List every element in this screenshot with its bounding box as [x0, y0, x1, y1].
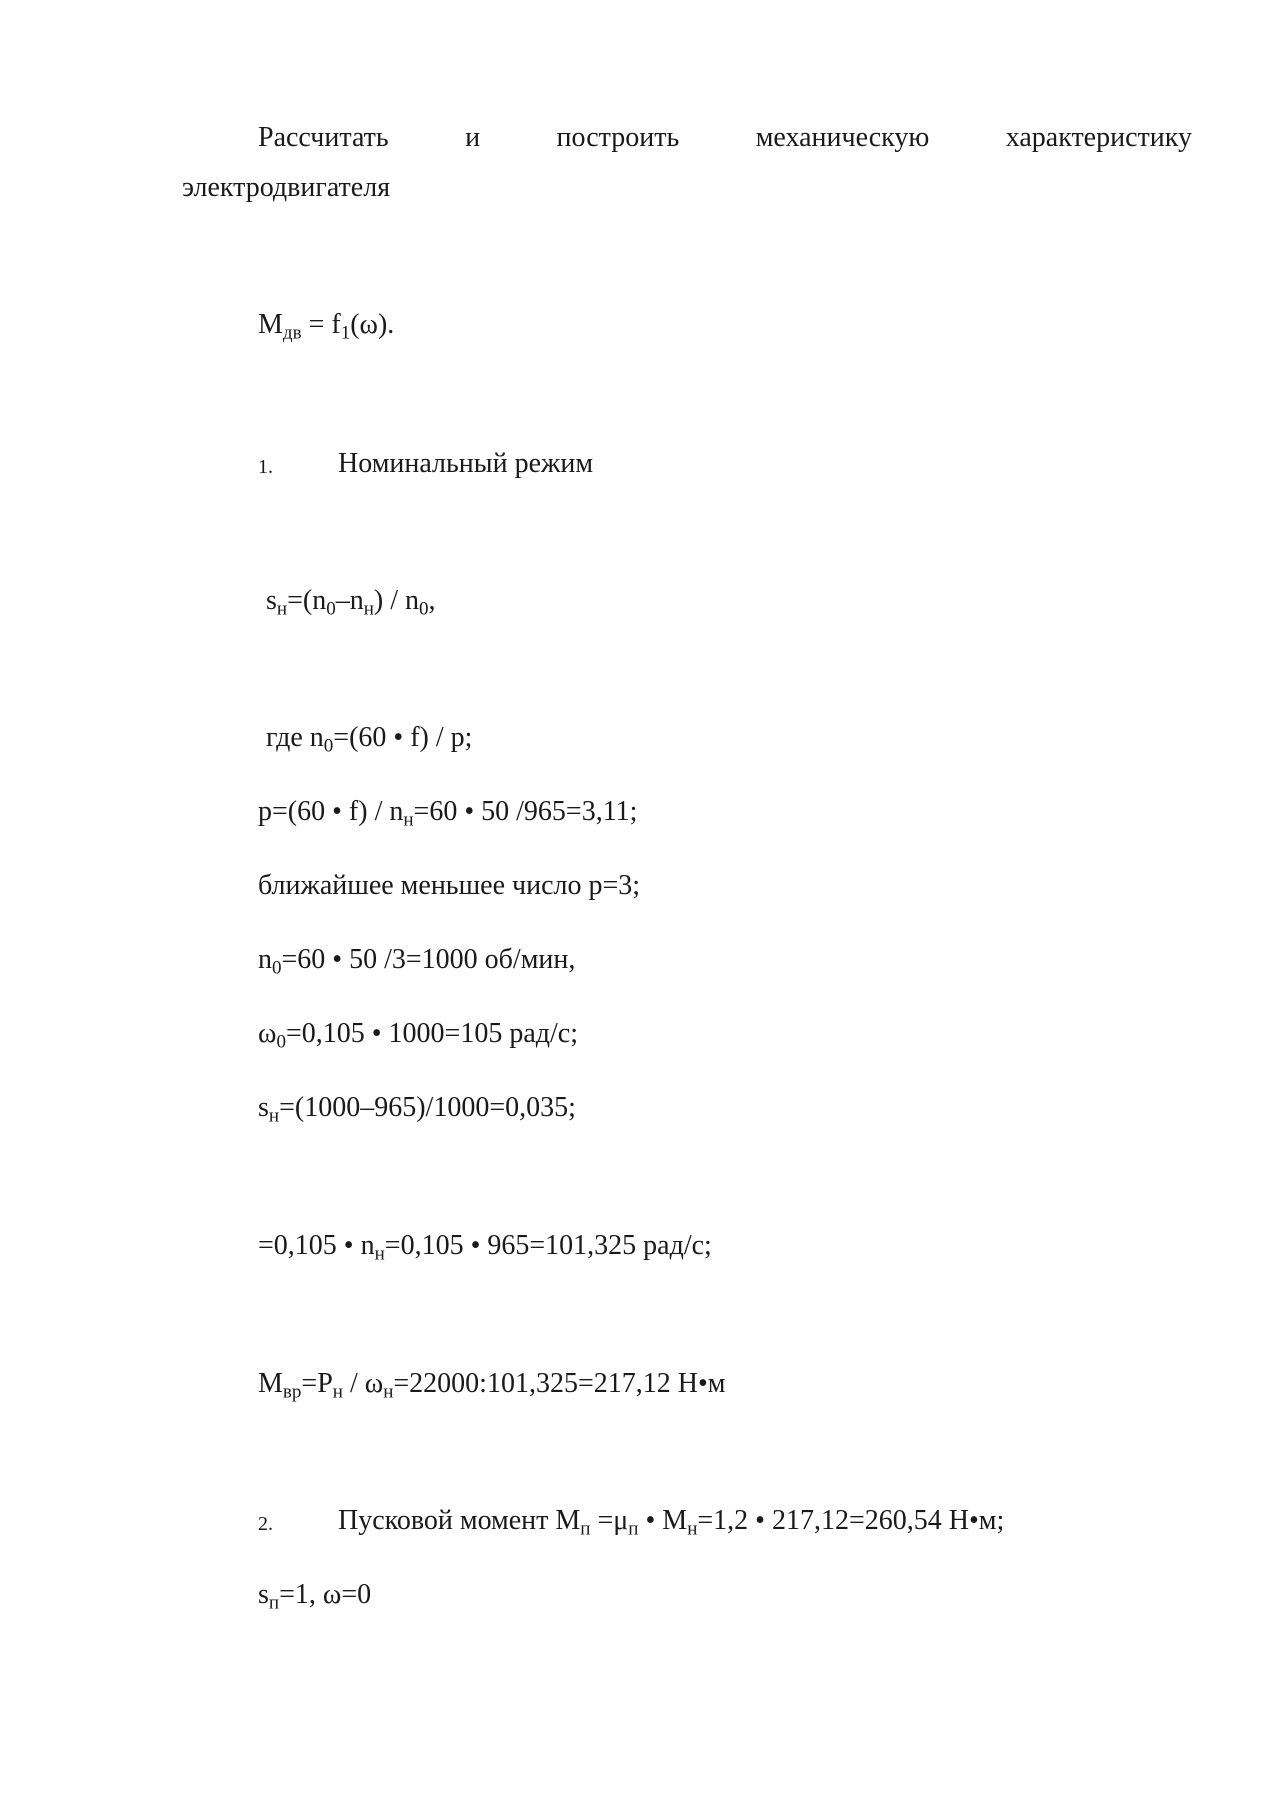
intro-word: и [465, 122, 481, 153]
intro-word: Рассчитать [258, 122, 389, 153]
section2-number: 2. [258, 1513, 273, 1535]
slip-formula: $s_н=(n_0-n_н) / n_0$, [266, 585, 436, 620]
intro-continuation: электродвигателя [182, 172, 391, 203]
where-n0: где $n_0=(60$ • f) / p; [266, 722, 473, 757]
formula-main: $M_{дв} = f_1(\omega)$. [258, 309, 395, 344]
nearest-p: ближайшее меньшее число p=3; [258, 870, 641, 901]
p-calc: p=(60 • $f) / n_н=60$ • 50 /965=3,11; [258, 796, 638, 831]
intro-word: построить [556, 122, 680, 153]
omega-n-calc: =0,105 • $n_н=0,105$ • 965=101,325 рад/с; [258, 1230, 712, 1265]
start-condition: $s_п=1$, ω=0 [258, 1579, 372, 1614]
intro-line [258, 124, 1192, 152]
section1-title: Номинальный режим [338, 448, 594, 479]
section2-formula: Пусковой момент $M_п =\mu_п$ • $M_н=1,2$ • 217,12=260,54 Н•м; [338, 1505, 1005, 1540]
n0-calc: $n_0=60$ • 50 /3=1000 об/мин, [258, 944, 576, 979]
intro-word: механическую [755, 122, 930, 153]
omega0-calc: $\omega_0=0,105$ • 1000=105 рад/с; [258, 1018, 578, 1053]
sn-calc: $s_н=(1000-965)/1000=0,035$; [258, 1092, 576, 1127]
section1-number: 1. [258, 456, 273, 478]
mvr-calc: $M_{вр}=P_н$ / $\omega_н=22000:101,325=217,12$ Н•м [258, 1368, 726, 1403]
intro-word: характеристику [1005, 122, 1192, 153]
